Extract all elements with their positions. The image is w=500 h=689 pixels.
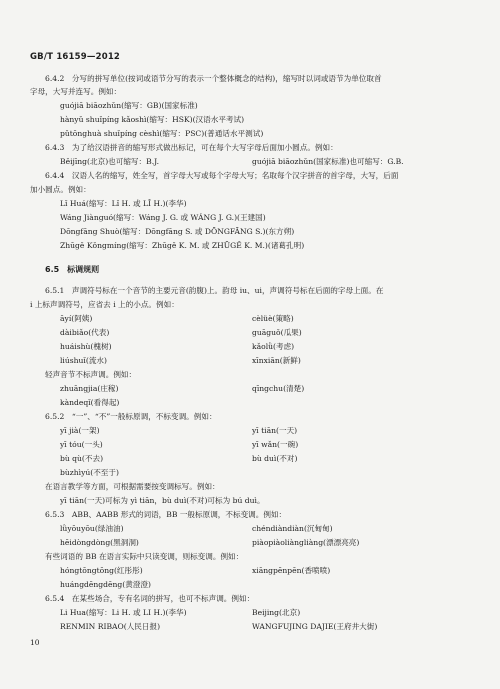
- clause-6-4-4-line-2: 加小圆点。例如：: [30, 185, 91, 194]
- example-item: Wáng Jiànguó(缩写：Wáng J. G. 或 WÁNG J. G.)(王建国): [60, 213, 266, 222]
- example-item: qīngchu(清楚): [252, 384, 305, 393]
- clause-6-5-2-line-2: 在语言教学等方面，可根据需要按变调标写。例如：: [45, 482, 220, 491]
- example-item: yī jià(一架): [60, 426, 100, 435]
- clause-6-5-2-line-1: 6.5.2 “一”、“不”一般标原调，不标变调。例如：: [45, 412, 217, 421]
- clause-6-5-1-line-2: i 上标声调符号，应省去 i 上的小点。例如：: [30, 300, 179, 309]
- example-item: liúshuǐ(流水): [60, 356, 107, 365]
- example-item: chéndiàndiàn(沉甸甸): [252, 524, 333, 533]
- example-item: guójiā biāozhǔn(缩写：GB)(国家标准): [60, 101, 198, 110]
- clause-6-4-4-line-1: 6.4.4 汉语人名的缩写，姓全写，首字母大写或每个字母大写；名取每个汉字拼音的首字母，大写，后面: [45, 171, 399, 180]
- example-item: kàndeqǐ(看得起): [60, 398, 120, 407]
- example-item: piàopiàoliàngliàng(漂漂亮亮): [252, 538, 360, 547]
- clause-6-4-2-line-1: 6.4.2 分写的拼写单位(按词或语节分写的表示一个整体概念的结构)，缩写时以词或语节为单位取首: [45, 74, 382, 83]
- example-item: cèlüè(策略): [252, 314, 294, 323]
- example-item: Lǐ Huá(缩写：Lǐ H. 或 LǏ H.)(李华): [60, 199, 187, 208]
- clause-6-4-2-line-2: 字母，大写并连写。例如：: [30, 87, 122, 96]
- example-item: guāguǒ(瓜果): [252, 328, 302, 337]
- example-item: dàibiǎo(代表): [60, 328, 110, 337]
- clause-6-5-3-line-1: 6.5.3 ABB、AABB 形式的词语，BB 一般标原调，不标变调。例如：: [45, 510, 287, 519]
- example-item: xiāngpēnpēn(香喷喷): [252, 566, 331, 575]
- example-item: Zhūgě Kǒngmíng(缩写：Zhūgě K. M. 或 ZHŪGĚ K. M.)(诸葛孔明): [60, 241, 305, 250]
- example-item: hēidòngdòng(黑洞洞): [60, 538, 139, 547]
- example-item: xīnxiān(新鲜): [252, 356, 301, 365]
- standard-code-header: GB/T 16159—2012: [30, 52, 121, 62]
- example-item: yī tóu(一头): [60, 440, 103, 449]
- example-item: lǜyōuyōu(绿油油): [60, 524, 124, 533]
- clause-6-4-3-line-1: 6.4.3 为了给汉语拼音的缩写形式做出标记，可在每个大写字母后面加小圆点。例如：: [45, 143, 338, 152]
- example-item: pǔtōnghuà shuǐpíng cèshì(缩写：PSC)(普通话水平测试): [60, 129, 264, 138]
- clause-6-5-1-line-1: 6.5.1 声调符号标在一个音节的主要元音(韵腹)上。韵母 iu、ui，声调符号标在后面的字母上面。在: [45, 286, 384, 295]
- example-item: huáishù(槐树): [60, 342, 112, 351]
- clause-6-5-4-line-1: 6.5.4 在某些场合，专有名词的拼写，也可不标声调。例如：: [45, 594, 255, 603]
- clause-6-5-2-line-3: yī tiān(一天)可标为 yì tiān，bù duì(不对)可标为 bú duì。: [60, 496, 265, 505]
- example-item: bù qù(不去): [60, 454, 104, 463]
- example-item: Beijing(北京): [252, 608, 301, 617]
- example-item: Běijīng(北京)也可缩写：B.J.: [60, 157, 159, 166]
- example-item: zhuāngjia(庄稼): [60, 384, 119, 393]
- example-item: yī tiān(一天): [252, 426, 298, 435]
- example-item: huángdēngdēng(黄澄澄): [60, 580, 151, 589]
- clause-6-5-1-line-3: 轻声音节不标声调。例如：: [45, 370, 137, 379]
- example-item: guójiā biāozhǔn(国家标准)也可缩写：G.B.: [252, 157, 404, 166]
- example-item: bùzhìyú(不至于): [60, 468, 119, 477]
- example-item: bù duì(不对): [252, 454, 298, 463]
- page-number: 10: [30, 638, 40, 647]
- example-item: hànyǔ shuǐpíng kǎoshì(缩写：HSK)(汉语水平考试): [60, 115, 245, 124]
- example-item: Dōngfāng Shuò(缩写：Dōngfāng S. 或 DŌNGFĀNG S.)(东方朔): [60, 227, 295, 236]
- example-item: RENMIN RIBAO(人民日报): [60, 622, 161, 631]
- example-item: hóngtōngtōng(红彤彤): [60, 566, 143, 575]
- example-item: WANGFUJING DAJIE(王府井大街): [252, 622, 378, 631]
- clause-6-5-3-line-2: 有些词语的 BB 在语言实际中只读变调，则标变调。例如：: [45, 552, 244, 561]
- example-item: kǎolǜ(考虑): [252, 342, 295, 351]
- example-item: Li Hua(缩写：Li H. 或 LI H.)(李华): [60, 608, 187, 617]
- example-item: yī wǎn(一碗): [252, 440, 299, 449]
- section-heading-6-5: 6.5 标调规则: [45, 265, 100, 274]
- example-item: āyí(阿姨): [60, 314, 93, 323]
